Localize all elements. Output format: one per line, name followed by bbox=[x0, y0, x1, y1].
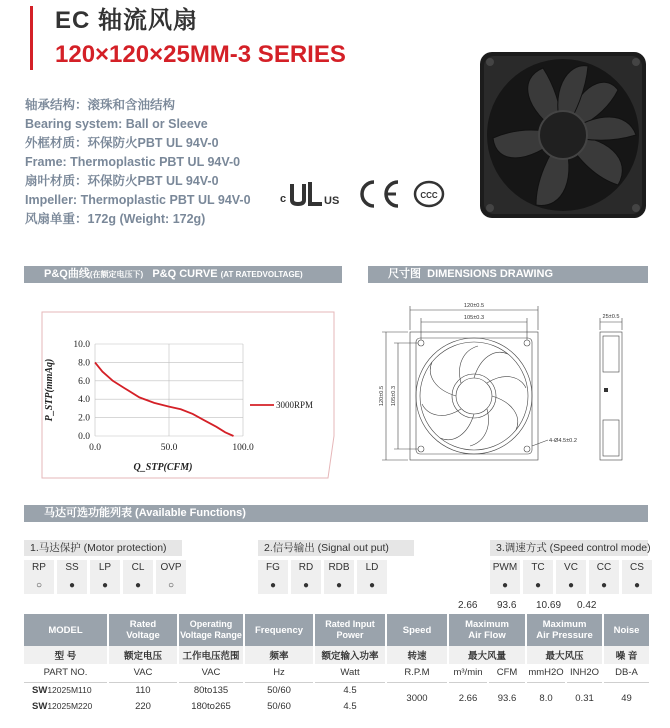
header-noise: Noise bbox=[603, 614, 650, 646]
function-code: RD bbox=[298, 562, 314, 573]
y-tick-label: 0.0 bbox=[78, 432, 90, 442]
unit-rated-voltage: VAC bbox=[108, 664, 178, 682]
function-code: VC bbox=[564, 562, 578, 573]
row-frequency: 50/60 bbox=[244, 698, 314, 714]
dim-outer-height: 120±0.5 bbox=[379, 385, 385, 407]
unit-rated-power: Watt bbox=[314, 664, 386, 682]
unit-air-flow-m3: m³/min bbox=[448, 664, 488, 682]
group-label-motor-protection: 1.马达保护 (Motor protection) bbox=[24, 540, 182, 556]
dim-hole-height: 105±0.3 bbox=[391, 385, 397, 407]
available-dot-icon: ● bbox=[134, 580, 142, 591]
available-dot-icon: ● bbox=[68, 580, 76, 591]
cn-air-pressure: 最大风压 bbox=[526, 646, 603, 664]
header-rated-voltage: Rated Voltage bbox=[108, 614, 178, 646]
dim-holes: 4-Ø4.5±0.2 bbox=[549, 438, 577, 444]
header-rated-power: Rated Input Power bbox=[314, 614, 386, 646]
available-dot-icon: ● bbox=[501, 580, 509, 591]
function-option bbox=[90, 560, 120, 594]
available-dot-icon: ● bbox=[633, 580, 641, 591]
y-tick-label: 8.0 bbox=[78, 358, 90, 369]
row-rated-power: 4.5 bbox=[314, 698, 386, 714]
spec-line: 风扇单重：172g (Weight: 172g) bbox=[25, 212, 206, 226]
ccc-icon bbox=[415, 182, 443, 206]
function-code: FG bbox=[266, 562, 280, 573]
shared-pressure-mm: 8.0 bbox=[526, 682, 566, 714]
fan-image bbox=[478, 50, 648, 220]
function-code: OVP bbox=[160, 562, 182, 573]
available-dot-icon: ● bbox=[368, 580, 376, 591]
function-code: PWM bbox=[492, 562, 518, 573]
legend-label: 3000RPM bbox=[276, 400, 314, 410]
max-value: 0.42 bbox=[577, 600, 597, 611]
speed-control-options bbox=[490, 560, 655, 594]
shared-air-flow-cfm: 93.6 bbox=[488, 682, 526, 714]
dim-hole-width: 105±0.3 bbox=[463, 315, 485, 321]
series-title: 120×120×25MM-3 SERIES bbox=[55, 41, 346, 68]
spec-line: 外框材质：环保防火PBT UL 94V-0 bbox=[25, 136, 219, 150]
motor-protection-options bbox=[24, 560, 189, 594]
row-frequency: 50/60 bbox=[244, 682, 314, 698]
function-code: RDB bbox=[328, 562, 350, 573]
cn-operating-range: 工作电压范围 bbox=[178, 646, 244, 664]
dim-depth: 25±0.5 bbox=[602, 314, 620, 320]
cn-model: 型 号 bbox=[24, 646, 108, 664]
y-tick-label: 6.0 bbox=[78, 376, 90, 387]
functions-section-header: 马达可选功能列表 (Available Functions) bbox=[24, 505, 648, 522]
spec-line: Bearing system: Ball or Sleeve bbox=[25, 117, 208, 131]
shared-speed: 3000 bbox=[386, 682, 448, 714]
function-option bbox=[324, 560, 354, 594]
unavailable-circle-icon: ○ bbox=[167, 580, 175, 591]
svg-text:c: c bbox=[280, 193, 287, 205]
shared-noise: 49 bbox=[603, 682, 650, 714]
header-speed: Speed bbox=[386, 614, 448, 646]
y-tick-label: 10.0 bbox=[73, 340, 90, 350]
page-title: EC 轴流风扇 bbox=[55, 7, 199, 34]
max-value: 93.6 bbox=[497, 600, 517, 611]
cn-rated-power: 额定输入功率 bbox=[314, 646, 386, 664]
unavailable-circle-icon: ○ bbox=[35, 580, 43, 591]
spec-line: Impeller: Thermoplastic PBT UL 94V-0 bbox=[25, 193, 251, 207]
pq-curve-section-header: P&Q曲线(在额定电压下) P&Q CURVE (AT RATEDVOLTAGE) bbox=[24, 266, 342, 283]
spec-line: 扇叶材质：环保防火PBT UL 94V-0 bbox=[25, 174, 219, 188]
function-option bbox=[357, 560, 387, 594]
header-air-flow: Maximum Air Flow bbox=[448, 614, 526, 646]
svg-text:US: US bbox=[324, 195, 340, 207]
title-block bbox=[30, 6, 450, 70]
function-option bbox=[556, 560, 586, 594]
unit-operating-range: VAC bbox=[178, 664, 244, 682]
available-dot-icon: ● bbox=[335, 580, 343, 591]
shared-air-flow-m3: 2.66 bbox=[448, 682, 488, 714]
x-tick-label: 0.0 bbox=[89, 443, 101, 453]
header-frequency: Frequency bbox=[244, 614, 314, 646]
row-operating-range: 80to135 bbox=[178, 682, 244, 698]
row-rated-voltage: 110 bbox=[108, 682, 178, 698]
shared-pressure-in: 0.31 bbox=[566, 682, 603, 714]
cn-rated-voltage: 额定电压 bbox=[108, 646, 178, 664]
function-option bbox=[291, 560, 321, 594]
function-option bbox=[622, 560, 652, 594]
pq-curve-chart bbox=[38, 310, 338, 480]
function-option bbox=[589, 560, 619, 594]
y-axis-label: P_STP(mmAq) bbox=[44, 358, 55, 422]
function-option bbox=[123, 560, 153, 594]
cn-noise: 噪 音 bbox=[603, 646, 650, 664]
unit-model: PART NO. bbox=[24, 664, 108, 682]
function-code: RP bbox=[32, 562, 46, 573]
available-dot-icon: ● bbox=[302, 580, 310, 591]
function-code: LD bbox=[365, 562, 379, 573]
y-tick-label: 2.0 bbox=[78, 413, 90, 424]
max-values-row bbox=[0, 600, 670, 614]
spec-line: 轴承结构：滚珠和含油结构 bbox=[25, 98, 176, 112]
unit-pressure-in: INH2O bbox=[566, 664, 603, 682]
function-code: CC bbox=[596, 562, 612, 573]
cn-air-flow: 最大风量 bbox=[448, 646, 526, 664]
ce-icon bbox=[362, 182, 398, 206]
function-code: TC bbox=[531, 562, 545, 573]
dimensions-drawing bbox=[372, 296, 652, 471]
cn-speed: 转速 bbox=[386, 646, 448, 664]
spec-table bbox=[24, 614, 651, 714]
dimensions-section-header: 尺寸图 DIMENSIONS DRAWING bbox=[368, 266, 648, 283]
max-value: 2.66 bbox=[458, 600, 478, 611]
function-option bbox=[57, 560, 87, 594]
dim-outer-width: 120±0.5 bbox=[463, 303, 485, 309]
row-rated-power: 4.5 bbox=[314, 682, 386, 698]
unit-pressure-mm: mmH2O bbox=[526, 664, 566, 682]
available-dot-icon: ● bbox=[534, 580, 542, 591]
unit-noise: DB-A bbox=[603, 664, 650, 682]
available-dot-icon: ● bbox=[567, 580, 575, 591]
certification-marks bbox=[276, 174, 456, 214]
function-code: CL bbox=[131, 562, 145, 573]
max-value: 10.69 bbox=[536, 600, 562, 611]
row-model: SW12025M110 bbox=[24, 682, 108, 698]
available-dot-icon: ● bbox=[101, 580, 109, 591]
function-code: CS bbox=[630, 562, 644, 573]
function-option bbox=[490, 560, 520, 594]
function-option bbox=[24, 560, 54, 594]
header-air-pressure: Maximum Air Pressure bbox=[526, 614, 603, 646]
header-operating-range: Operating Voltage Range bbox=[178, 614, 244, 646]
row-rated-voltage: 220 bbox=[108, 698, 178, 714]
available-dot-icon: ● bbox=[269, 580, 277, 591]
y-tick-label: 4.0 bbox=[78, 395, 90, 406]
unit-frequency: Hz bbox=[244, 664, 314, 682]
cn-frequency: 频率 bbox=[244, 646, 314, 664]
unit-air-flow-cfm: CFM bbox=[488, 664, 526, 682]
function-option bbox=[258, 560, 288, 594]
function-option bbox=[523, 560, 553, 594]
function-code: SS bbox=[65, 562, 79, 573]
x-tick-label: 50.0 bbox=[160, 443, 178, 453]
signal-output-options bbox=[258, 560, 390, 594]
row-operating-range: 180to265 bbox=[178, 698, 244, 714]
header-model: MODEL bbox=[24, 614, 108, 646]
ul-icon bbox=[280, 182, 339, 207]
group-label-speed-control: 3.调速方式 (Speed control mode) bbox=[490, 540, 648, 556]
spec-line: Frame: Thermoplastic PBT UL 94V-0 bbox=[25, 155, 241, 169]
group-label-signal-output: 2.信号输出 (Signal out put) bbox=[258, 540, 414, 556]
svg-text:CCC: CCC bbox=[420, 191, 438, 200]
function-code: LP bbox=[98, 562, 112, 573]
x-axis-label: Q_STP(CFM) bbox=[133, 462, 193, 473]
available-dot-icon: ● bbox=[600, 580, 608, 591]
function-option bbox=[156, 560, 186, 594]
unit-speed: R.P.M bbox=[386, 664, 448, 682]
x-tick-label: 100.0 bbox=[232, 443, 254, 453]
row-model: SW12025M220 bbox=[24, 698, 108, 714]
